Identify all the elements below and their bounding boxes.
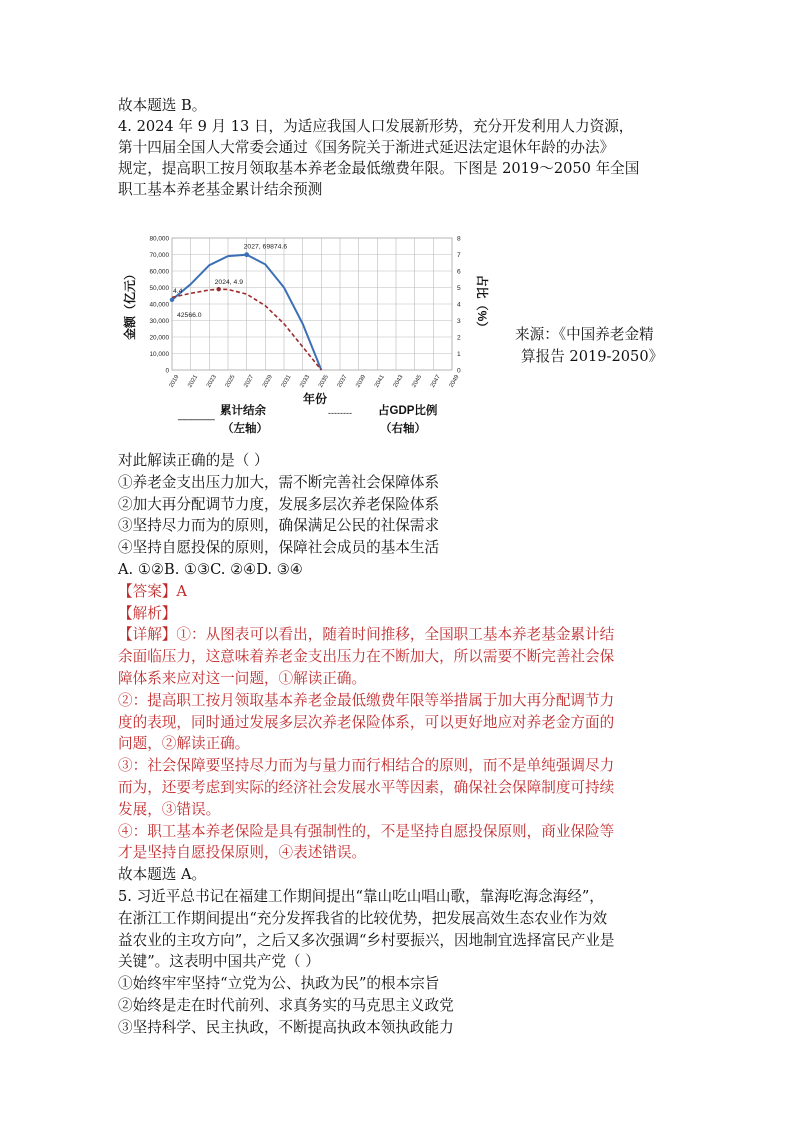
annotation-start-ratio: 4.4 [173,287,183,295]
x-tick-label: 2021 [187,374,200,389]
y-left-tick-label: 70,000 [149,252,169,259]
y-right-tick-label: 2 [457,334,461,342]
legend-dashed-line-marker: -------- [328,408,352,418]
body-line: 关键”。这表明中国共产党（ ） [118,953,320,971]
y-right-tick-label: 7 [457,252,461,259]
y-right-axis-title: 占比（%） [475,274,489,334]
stem-line: 职工基本养老基金累计结余预测 [118,181,323,198]
y-right-tick-label: 4 [457,301,461,309]
legend-series-2-name: 占GDP比例 [378,405,438,417]
body-line: A. ①②B. ①③C. ②④D. ③④ [118,561,303,578]
source-line-2: 算报告 2019-2050》 [521,348,664,365]
source-line-1: 来源：《中国养老金精 [515,326,654,343]
annotation-peak-ratio: 2024, 4.9 [214,279,244,287]
body-line: 【答案】A [118,582,187,600]
y-left-tick-label: 80,000 [149,235,169,243]
body-line: ③坚持尽力而为的原则，确保满足公民的社保需求 [118,517,440,535]
x-tick-label: 2041 [373,374,386,389]
body-line: 度的表现，同时通过发展多层次养老保险体系，可以更好地应对养老金方面的 [118,713,615,731]
body-line: ①养老金支出压力加大，需不断完善社会保障体系 [118,473,440,491]
y-right-tick-label: 0 [457,367,461,375]
body-line: ②始终是走在时代前列、求真务实的马克思主义政党 [118,997,454,1014]
legend-solid-line-marker: ______ [178,409,215,421]
y-right-tick-label: 5 [457,285,461,292]
legend-series-2-axis: （右轴） [380,423,426,435]
body-line: 障体系来应对这一问题，①解读正确。 [118,670,367,687]
body-line: ②：提高职工按月领取基本养老金最低缴费年限等举措属于加大再分配调节力 [118,691,615,709]
y-right-tick-label: 8 [457,235,461,243]
body-line: 益农业的主攻方向”，之后又多次强调“乡村要振兴，因地制宜选择富民产业是 [118,931,615,949]
body-line: 才是坚持自愿投保原则，④表述错误。 [118,844,367,862]
stem-line: 规定，提高职工按月领取基本养老金最低缴费年限。下图是 2019～2050 年全国 [118,160,640,177]
annotation-start-balance: 42566.0 [177,311,202,319]
y-left-tick-label: 20,000 [149,334,169,342]
body-line: 对此解读正确的是（ ） [118,452,269,469]
x-tick-label: 2035 [317,374,330,389]
body-line: ④：职工基本养老保险是具有强制性的，不是坚持自愿投保原则，商业保险等 [118,822,615,840]
body-line: 问题，②解读正确。 [118,735,250,753]
body-line: 【详解】①：从图表可以看出，随着时间推移，全国职工基本养老基金累计结 [118,626,615,644]
x-tick-label: 2039 [355,374,368,389]
peak-ratio-marker [216,287,220,291]
stem-line: 4. 2024 年 9 月 13 日，为适应我国人口发展新形势，充分开发利用人力资源， [118,118,634,135]
x-tick-label: 2027 [243,374,256,389]
x-tick-label: 2019 [168,374,181,389]
y-left-axis-title: 金额（亿元） [123,267,137,341]
y-left-tick-label: 10,000 [149,351,169,358]
x-tick-label: 2031 [280,374,293,389]
x-tick-label: 2037 [336,374,349,389]
body-line: 余面临压力，这意味着养老金支出压力在不断加大，所以需要不断完善社会保 [118,648,615,666]
y-left-tick-label: 60,000 [149,268,169,276]
body-line: 故本题选 A。 [118,866,207,884]
body-line: ③坚持科学、民主执政，不断提高执政本领执政能力 [118,1018,454,1036]
y-right-tick-label: 6 [457,268,461,276]
body-line: 发展，③错误。 [118,800,221,818]
x-tick-label: 2047 [429,374,442,389]
body-line: ①始终牢牢坚持“立党为公、执政为民”的根本宗旨 [118,975,440,993]
x-tick-label: 2029 [261,374,274,389]
annotation-peak-balance: 2027, 69874.6 [243,243,288,251]
y-left-tick-label: 50,000 [149,285,169,292]
y-left-tick-label: 30,000 [149,318,169,325]
x-tick-label: 2025 [224,374,237,389]
x-tick-label: 2045 [411,374,424,389]
x-tick-label: 2033 [299,374,312,389]
x-axis-title: 年份 [302,392,328,406]
x-tick-label: 2049 [448,374,461,389]
body-line: ④坚持自愿投保的原则，保障社会成员的基本生活 [118,539,440,557]
y-right-tick-label: 1 [457,351,461,358]
x-tick-label: 2043 [392,374,405,389]
body-line: ②加大再分配调节力度，发展多层次养老保险体系 [118,495,440,513]
body-line: 【解析】 [118,604,177,622]
legend-series-1-name: 累计结余 [220,405,266,417]
pension-fund-chart [110,222,490,442]
body-line: ③：社会保障要坚持尽力而为与量力而行相结合的原则，而不是单纯强调尽力 [118,757,615,775]
y-left-tick-label: 0 [165,367,169,375]
body-line: 而为，还要考虑到实际的经济社会发展水平等因素，确保社会保障制度可持续 [118,779,615,796]
legend-series-1-axis: （左轴） [222,423,268,435]
start-balance-marker [170,298,174,302]
y-right-tick-label: 3 [457,318,461,325]
stem-line: 第十四届全国人大常委会通过《国务院关于渐进式延迟法定退休年龄的办法》 [118,139,615,156]
x-tick-label: 2023 [205,374,218,389]
stem-line: 故本题选 B。 [118,97,207,114]
body-line: 在浙江工作期间提出“充分发挥我省的比较优势，把发展高效生态农业作为效 [118,909,608,927]
peak-balance-marker [244,252,249,257]
body-line: 5. 习近平总书记在福建工作期间提出“靠山吃山唱山歌，靠海吃海念海经”， [118,888,604,905]
y-left-tick-label: 40,000 [149,301,169,309]
